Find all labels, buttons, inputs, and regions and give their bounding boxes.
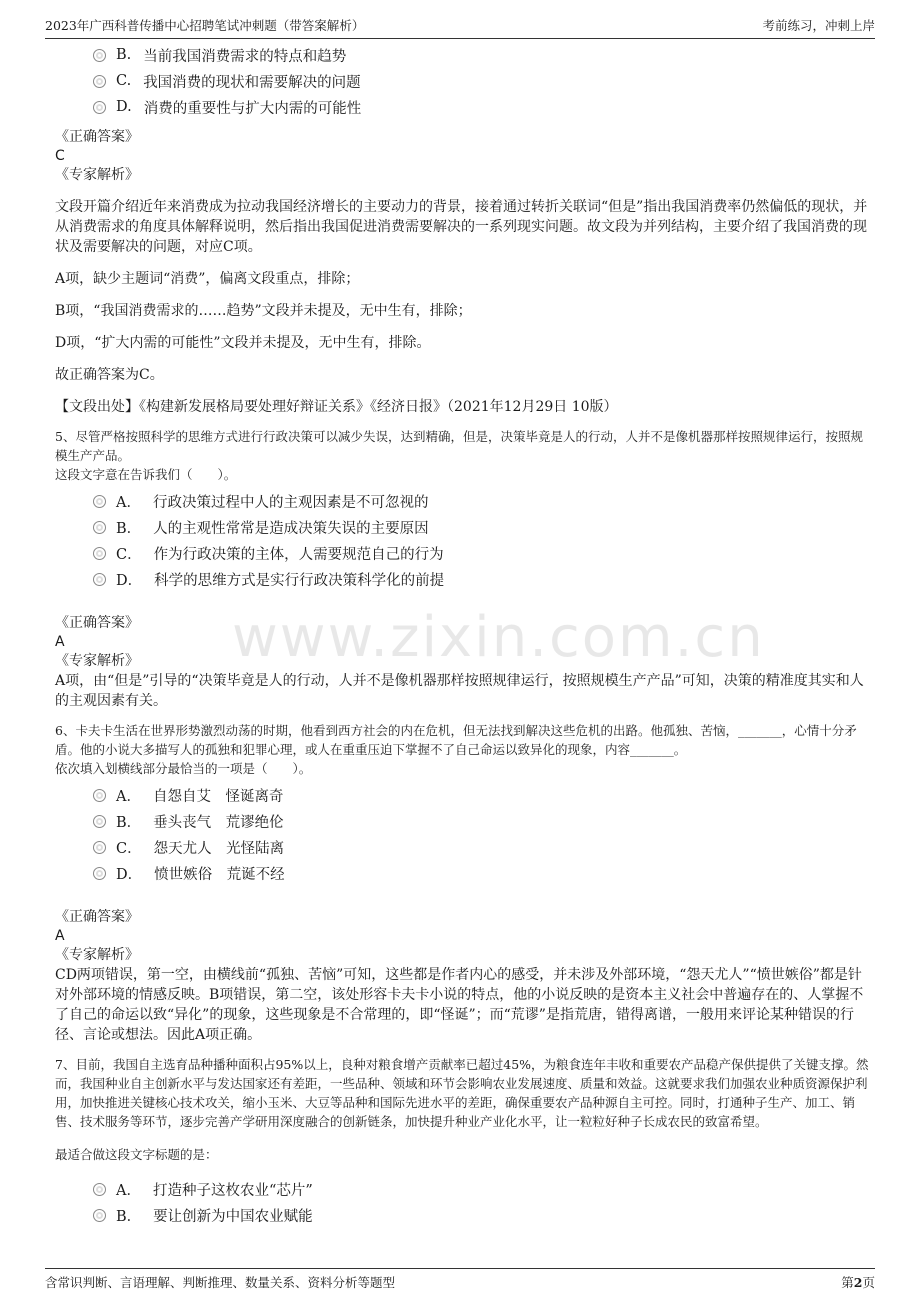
q6-option-d[interactable]: D． 愤世嫉俗 荒诞不经: [93, 860, 870, 886]
answer-label: 《正确答案》: [55, 615, 139, 631]
analysis-label: 《专家解析》: [55, 167, 139, 183]
footer-note: 含常识判断、言语理解、判断推理、数量关系、资料分析等题型: [45, 1275, 396, 1290]
q5-option-d[interactable]: D． 科学的思维方式是实行行政决策科学化的前提: [93, 566, 870, 592]
question-prompt: 依次填入划横线部分最恰当的一项是（ ）。: [55, 761, 312, 776]
q6-option-c[interactable]: C． 怨天尤人 光怪陆离: [93, 834, 870, 860]
answer-label: 《正确答案》: [55, 129, 139, 145]
radio-icon[interactable]: [93, 101, 106, 114]
answer-value: A: [55, 928, 65, 944]
source-citation: 【文段出处】《构建新发展格局要处理好辩证关系》《经济日报》（2021年12月29日 10版）: [55, 399, 618, 415]
radio-icon[interactable]: [93, 521, 106, 534]
page-content: [55, 42, 870, 1228]
header-slogan: 考前练习，冲刺上岸: [762, 18, 875, 33]
answer-label: 《正确答案》: [55, 909, 139, 925]
radio-icon[interactable]: [93, 841, 106, 854]
radio-icon[interactable]: [93, 49, 106, 62]
radio-icon[interactable]: [93, 75, 106, 88]
analysis-paragraph: B项，“我国消费需求的……趋势”文段并未提及，无中生有，排除；: [55, 303, 472, 319]
radio-icon[interactable]: [93, 1209, 106, 1222]
radio-icon[interactable]: [93, 495, 106, 508]
radio-icon[interactable]: [93, 867, 106, 880]
q4-option-d[interactable]: D. 消费的重要性与扩大内需的可能性: [93, 94, 870, 120]
radio-icon[interactable]: [93, 815, 106, 828]
question-prompt: 最适合做这段文字标题的是：: [55, 1147, 218, 1162]
analysis-paragraph: 故正确答案为C。: [55, 367, 164, 383]
question-stem: 5、尽管严格按照科学的思维方式进行行政决策可以减少失误，达到精确，但是，决策毕竟是人的行动，人并不是像机器那样按照规律运行，按照规模生产产品。: [55, 429, 863, 463]
analysis-label: 《专家解析》: [55, 947, 139, 963]
q5-option-c[interactable]: C． 作为行政决策的主体，人需要规范自己的行为: [93, 540, 870, 566]
radio-icon[interactable]: [93, 547, 106, 560]
radio-icon[interactable]: [93, 1183, 106, 1196]
question-prompt: 这段文字意在告诉我们（ ）。: [55, 467, 237, 482]
header-title: 2023年广西科普传播中心招聘笔试冲刺题（带答案解析）: [45, 18, 365, 33]
q5-option-a[interactable]: A． 行政决策过程中人的主观因素是不可忽视的: [93, 488, 870, 514]
question-stem: 6、卡夫卡生活在世界形势激烈动荡的时期，他看到西方社会的内在危机，但无法找到解决这些危机的出路。他孤独、苦恼，_______，心情十分矛盾。他的小说大多描写人的孤独和犯罪心理，或人在重重压迫下掌握不了自己命运以致异化的现象，内容_______。: [55, 723, 857, 757]
radio-icon[interactable]: [93, 573, 106, 586]
answer-value: C: [55, 148, 65, 164]
analysis-paragraph: 文段开篇介绍近年来消费成为拉动我国经济增长的主要动力的背景，接着通过转折关联词“但是”指出我国消费率仍然偏低的现状，并从消费需求的角度具体解释说明，然后指出我国促进消费需要解决的一系列现实问题。故文段为并列结构，主要介绍了我国消费的现状及需要解决的问题，对应C项。: [55, 199, 868, 255]
q6-option-a[interactable]: A． 自怨自艾 怪诞离奇: [93, 782, 870, 808]
q4-option-c[interactable]: C. 我国消费的现状和需要解决的问题: [93, 68, 870, 94]
q6-option-b[interactable]: B． 垂头丧气 荒谬绝伦: [93, 808, 870, 834]
analysis-paragraph: D项，“扩大内需的可能性”文段并未提及，无中生有，排除。: [55, 335, 431, 351]
answer-value: A: [55, 634, 65, 650]
analysis-paragraph: A项，由“但是”引导的“决策毕竟是人的行动，人并不是像机器那样按照规律运行，按照规模生产产品”可知，决策的精准度其实和人的主观因素有关。: [55, 673, 864, 709]
page-footer: [45, 1268, 875, 1291]
radio-icon[interactable]: [93, 789, 106, 802]
analysis-paragraph: CD两项错误，第一空，由横线前“孤独、苦恼”可知，这些都是作者内心的感受，并未涉及外部环境，“怨天尤人”“愤世嫉俗”都是针对外部环境的情感反映。B项错误，第二空，该处形容卡夫卡小说的特点，他的小说反映的是资本主义社会中普遍存在的、人掌握不了自己的命运以致“异化”的现象，这些现象是不合常理的，即“怪诞”；而“荒谬”是指荒唐，错得离谱，一般用来评论某种错误的行径、言论或想法。因此A项正确。: [55, 967, 864, 1043]
analysis-label: 《专家解析》: [55, 653, 139, 669]
question-stem: 7、目前，我国自主选育品种播种面积占95%以上，良种对粮食增产贡献率已超过45%，为粮食连年丰收和重要农产品稳产保供提供了关键支撑。然而，我国种业自主创新水平与发达国家还有差距，一些品种、领域和环节会影响农业发展速度、质量和效益。这就要求我们加强农业种质资源保护利用，加快推进关键核心技术攻关，缩小玉米、大豆等品种和国际先进水平的差距，确保重要农产品种源自主可控。同时，打通种子生产、加工、销售、技术服务等环节，逐步完善产学研用深度融合的创新链条，加快提升种业产业化水平，让一粒粒好种子长成农民的致富希望。: [55, 1057, 869, 1129]
page-header: [45, 10, 875, 39]
page-number: 第2页: [841, 1275, 875, 1290]
watermark: www.zixin.com.cn: [232, 605, 765, 670]
q7-option-a[interactable]: A． 打造种子这枚农业“芯片”: [93, 1176, 870, 1202]
q7-option-b[interactable]: B． 要让创新为中国农业赋能: [93, 1202, 870, 1228]
q5-option-b[interactable]: B． 人的主观性常常是造成决策失误的主要原因: [93, 514, 870, 540]
q4-option-b[interactable]: B. 当前我国消费需求的特点和趋势: [93, 42, 870, 68]
analysis-paragraph: A项，缺少主题词“消费”，偏离文段重点，排除；: [55, 271, 360, 287]
